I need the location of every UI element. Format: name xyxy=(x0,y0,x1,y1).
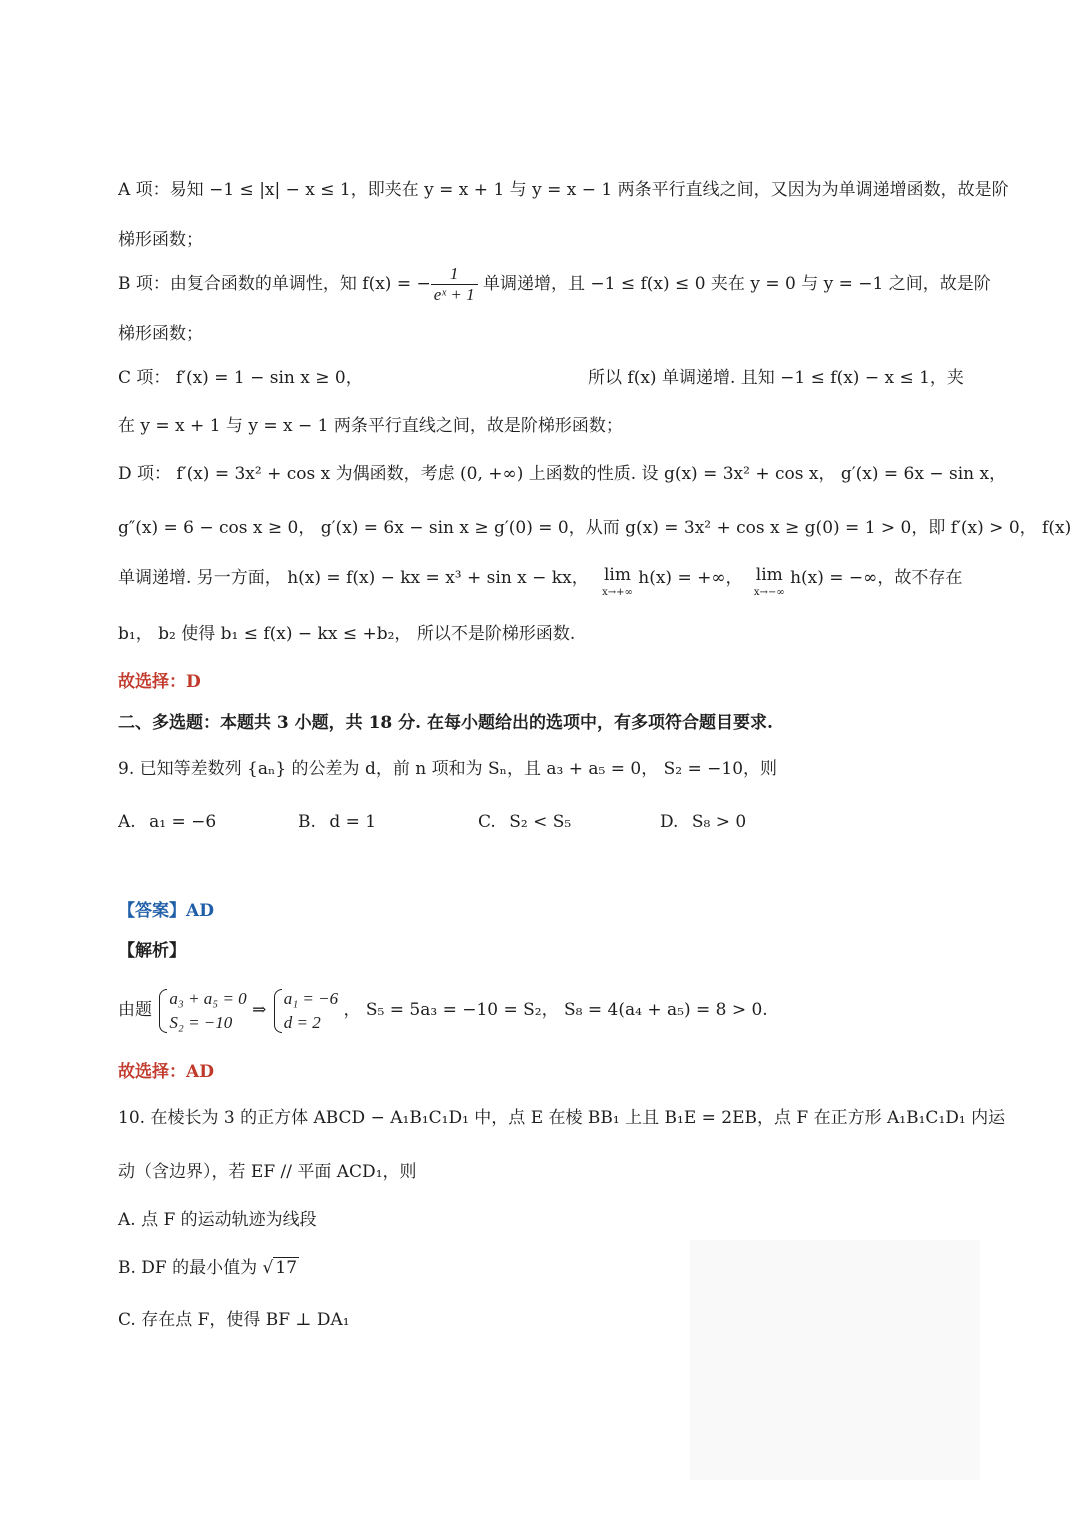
limit-1-word: lim xyxy=(603,565,631,585)
q9-answer-label: 【答案】 xyxy=(118,901,186,921)
item-d-line-2: g″(x) = 6 − cos x ≥ 0， g′(x) = 6x − sin x ≥ g′(0) = 0，从而 g(x) = 3x² + cos x ≥ g(0) = 1 > 0，即 f′(x) > 0， f(x) xyxy=(118,518,1072,538)
item-c-line-2: 在 y = x + 1 与 y = x − 1 两条平行直线之间，故是阶梯形函数； xyxy=(118,416,623,436)
item-a-line-1: A 项：易知 −1 ≤ |x| − x ≤ 1，即夹在 y = x + 1 与 y = x − 1 两条平行直线之间，又因为为单调递增函数，故是阶 xyxy=(118,180,1009,200)
q9-option-b-text: d = 1 xyxy=(329,812,377,832)
limit-1-rest: h(x) = +∞， xyxy=(638,568,743,588)
limit-2 xyxy=(754,566,785,602)
q10-option-a: A. 点 F 的运动轨迹为线段 xyxy=(118,1210,317,1230)
item-b-line-1 xyxy=(118,264,991,305)
fraction-denominator: eˣ + 1 xyxy=(433,285,475,304)
q9-solution-rest: ， S₅ = 5a₃ = −10 = S₂， S₈ = 4(a₄ + a₅) = 8 > 0. xyxy=(343,1000,768,1020)
faint-watermark-region xyxy=(690,1240,980,1480)
q10-stem-1: 10. 在棱长为 3 的正方体 ABCD − A₁B₁C₁D₁ 中，点 E 在棱 BB₁ 上且 B₁E = 2EB，点 F 在正方形 A₁B₁C₁D₁ 内运 xyxy=(118,1108,1006,1128)
implies-arrow: ⇒ xyxy=(252,1000,267,1020)
limit-1-sub: x→+∞ xyxy=(602,587,633,598)
limit-2-sub: x→−∞ xyxy=(753,587,785,598)
system-1-row-1: a₃ + a₅ = 0 xyxy=(169,988,247,1008)
item-b-line-2: 梯形函数； xyxy=(118,324,203,344)
answer-8-label: 故选择： xyxy=(118,672,186,692)
q9-option-d xyxy=(660,812,746,832)
item-a-line-2: 梯形函数； xyxy=(118,230,203,250)
q9-answer xyxy=(118,899,214,923)
q9-option-c-text: S₂ < S₅ xyxy=(509,812,572,832)
system-2-row-2: d = 2 xyxy=(283,1012,321,1032)
q9-final-answer xyxy=(118,1060,214,1084)
q9-option-c-label: C. xyxy=(478,812,496,832)
q10-option-b xyxy=(118,1256,299,1280)
q9-option-b-label: B. xyxy=(298,812,316,832)
q9-solution xyxy=(118,984,768,1036)
equation-system-1 xyxy=(157,987,246,1035)
fraction-numerator: 1 xyxy=(431,264,478,285)
system-2-row-1: a₁ = −6 xyxy=(283,988,339,1008)
q9-option-c xyxy=(478,812,571,832)
q9-option-a xyxy=(118,812,216,832)
system-1-row-2: S₂ = −10 xyxy=(169,1012,233,1032)
q10-option-c: C. 存在点 F，使得 BF ⊥ DA₁ xyxy=(118,1310,350,1330)
section-2-heading: 二、多选题：本题共 3 小题，共 18 分. 在每小题给出的选项中，有多项符合题目要求. xyxy=(118,713,773,733)
q9-option-a-label: A. xyxy=(118,812,136,832)
item-b-text-a: B 项：由复合函数的单调性，知 f(x) = − xyxy=(118,274,431,294)
limit-2-word: lim xyxy=(755,565,783,585)
equation-system-2 xyxy=(272,987,338,1035)
q9-option-a-text: a₁ = −6 xyxy=(149,812,217,832)
q9-final-value: AD xyxy=(186,1062,214,1082)
item-d-line-1: D 项： f′(x) = 3x² + cos x 为偶函数，考虑 (0, +∞) 上函数的性质. 设 g(x) = 3x² + cos x， g′(x) = 6x − sin x， xyxy=(118,464,1007,484)
q9-final-label: 故选择： xyxy=(118,1062,186,1082)
q9-stem: 9. 已知等差数列 {aₙ} 的公差为 d，前 n 项和为 Sₙ，且 a₃ + a₅ = 0， S₂ = −10，则 xyxy=(118,759,778,779)
answer-8-value: D xyxy=(186,672,201,692)
limit-1 xyxy=(602,566,633,602)
sqrt-sign: √ xyxy=(262,1258,274,1278)
sqrt-radicand: 17 xyxy=(275,1258,298,1278)
q9-option-d-text: S₈ > 0 xyxy=(691,812,747,832)
q9-option-d-label: D. xyxy=(660,812,679,832)
item-c-line-1b: 所以 f(x) 单调递增. 且知 −1 ≤ f(x) − x ≤ 1，夹 xyxy=(588,368,964,388)
q9-analysis-label: 【解析】 xyxy=(118,941,186,961)
fraction-b xyxy=(431,264,478,305)
q9-solution-prefix: 由题 xyxy=(118,1000,152,1020)
answer-8 xyxy=(118,670,201,694)
q10-option-b-text: B. DF 的最小值为 xyxy=(118,1258,263,1278)
item-d-line-3 xyxy=(118,566,962,602)
limit-2-rest: h(x) = −∞，故不存在 xyxy=(790,568,963,588)
item-d-line-4: b₁， b₂ 使得 b₁ ≤ f(x) − kx ≤ +b₂， 所以不是阶梯形函数. xyxy=(118,624,576,644)
q10-stem-2: 动（含边界），若 EF // 平面 ACD₁，则 xyxy=(118,1162,417,1182)
q9-option-b xyxy=(298,812,376,832)
item-c-line-1a: C 项： f′(x) = 1 − sin x ≥ 0， xyxy=(118,368,363,388)
q9-answer-value: AD xyxy=(186,901,214,921)
item-b-text-b: 单调递增，且 −1 ≤ f(x) ≤ 0 夹在 y = 0 与 y = −1 之间，故是阶 xyxy=(482,274,991,294)
item-d-text-3a: 单调递增. 另一方面， h(x) = f(x) − kx = x³ + sin x − kx， xyxy=(118,568,589,588)
